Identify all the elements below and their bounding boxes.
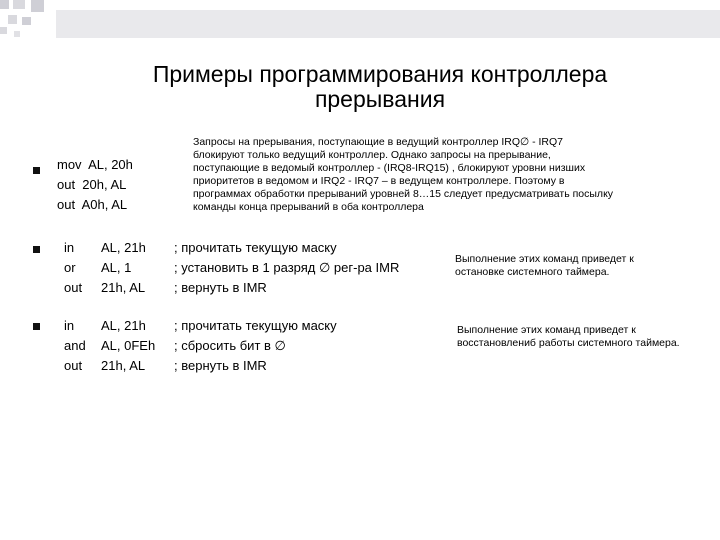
note-line: Запросы на прерывания, поступающие в ведущий контроллер IRQ∅ - IRQ7	[193, 136, 564, 148]
code-comment: ; прочитать текущую маску	[174, 240, 337, 255]
header-decoration	[0, 0, 720, 44]
note-line: Выполнение этих команд приведет к	[457, 324, 636, 336]
operand: AL, 1	[101, 260, 132, 275]
comment-column	[174, 316, 337, 376]
opcode: out	[64, 280, 83, 295]
code-comment: ; установить в 1 разряд ∅ рег-ра IMR	[174, 260, 400, 275]
code-comment: ; сбросить бит в ∅	[174, 338, 286, 353]
note-line: команды конца прерываний в оба контроллера	[193, 201, 424, 213]
note-line: Выполнение этих команд приведет к	[455, 253, 634, 265]
code-comment: ; вернуть в IMR	[174, 280, 267, 295]
code-block-2	[64, 238, 444, 298]
note-line: поступающие в ведомый контроллер - (IRQ8-IRQ15) , блокируют уровни низших	[193, 162, 586, 174]
slide-title-line1: Примеры программирования контроллера	[152, 61, 608, 87]
operand: 21h, AL	[101, 280, 146, 295]
note-line: программах обработки прерываний уровней 8…15 следует предусматривать посылку	[193, 188, 614, 200]
code-block-1	[57, 155, 133, 215]
note-line: восстановлениб работы системного таймера.	[457, 337, 680, 349]
code-line: mov AL, 20h	[57, 157, 133, 172]
code-line: out A0h, AL	[57, 197, 128, 212]
opcode: in	[64, 240, 75, 255]
note-block-2	[455, 253, 705, 279]
slide-title-line2: прерывания	[314, 86, 446, 112]
operand: AL, 21h	[101, 240, 146, 255]
operand-column	[101, 238, 146, 298]
bullet-3	[33, 323, 40, 330]
opcode-column	[64, 316, 86, 376]
bullet-2	[33, 246, 40, 253]
code-block-3	[64, 316, 444, 376]
opcode: in	[64, 318, 75, 333]
opcode: or	[64, 260, 76, 275]
operand-column	[101, 316, 155, 376]
bullet-1	[33, 167, 40, 174]
operand: AL, 0FEh	[101, 338, 156, 353]
comment-column	[174, 238, 399, 298]
note-block-3	[457, 324, 719, 350]
note-block-1	[193, 136, 713, 214]
note-line: блокируют только ведущий контроллер. Однако запросы на прерывание,	[193, 149, 551, 161]
note-line: остановке системного таймера.	[455, 266, 610, 278]
note-line: приоритетов в ведомом и IRQ2 - IRQ7 – в ведущем контроллере. Поэтому в	[193, 175, 565, 187]
operand: AL, 21h	[101, 318, 146, 333]
code-comment: ; прочитать текущую маску	[174, 318, 337, 333]
slide-title	[40, 62, 720, 112]
opcode-column	[64, 238, 82, 298]
code-comment: ; вернуть в IMR	[174, 358, 267, 373]
code-line: out 20h, AL	[57, 177, 127, 192]
operand: 21h, AL	[101, 358, 146, 373]
opcode: out	[64, 358, 83, 373]
opcode: and	[64, 338, 86, 353]
